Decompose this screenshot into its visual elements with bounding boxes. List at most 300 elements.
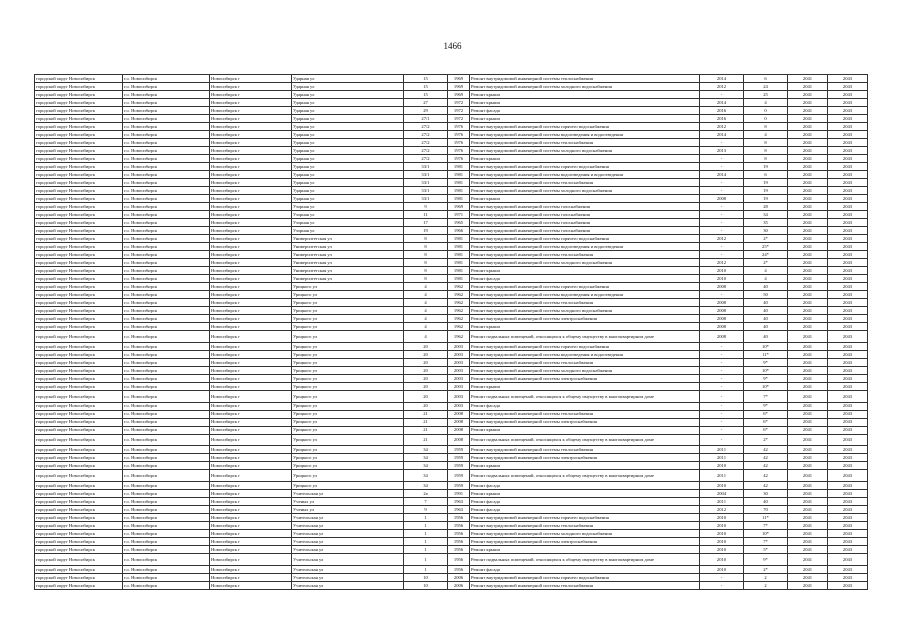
end-year-cell: 2043 — [828, 267, 868, 275]
district-cell: г.о. Новосибирск — [123, 91, 210, 99]
work-type-cell: Ремонт внутридомовой инженерной системы электроснабжения — [470, 538, 700, 546]
wear-cell: 30 — [744, 227, 788, 235]
end-year-cell: 2043 — [828, 283, 868, 291]
district-cell: г.о. Новосибирск — [123, 131, 210, 139]
street-cell: Урицкого ул — [292, 291, 404, 299]
locality-cell: Новосибирск г — [210, 410, 292, 418]
street-cell: Университетская ул — [292, 259, 404, 267]
locality-cell: Новосибирск г — [210, 99, 292, 107]
locality-cell: Новосибирск г — [210, 498, 292, 506]
municipality-cell: городской округ Новосибирск — [35, 418, 123, 426]
page-number: 1466 — [443, 41, 462, 51]
street-cell: Урицкого ул — [292, 470, 404, 482]
wear-cell: 35 — [744, 219, 788, 227]
table-row — [35, 107, 868, 115]
build-year-cell: 2003 — [448, 358, 470, 366]
locality-cell: Новосибирск г — [210, 75, 292, 83]
build-year-cell: 1959 — [448, 446, 470, 454]
house-number-cell: 1 — [404, 530, 448, 538]
municipality-cell: городской округ Новосибирск — [35, 219, 123, 227]
wear-cell: 24* — [744, 251, 788, 259]
last-repair-year-cell: - — [700, 410, 744, 418]
house-number-cell: 20 — [404, 350, 448, 358]
last-repair-year-cell: - — [700, 426, 744, 434]
district-cell: г.о. Новосибирск — [123, 418, 210, 426]
municipality-cell: городской округ Новосибирск — [35, 171, 123, 179]
build-year-cell: 1981 — [448, 243, 470, 251]
work-type-cell: Ремонт крыши — [470, 155, 700, 163]
last-repair-year-cell: 2008 — [700, 331, 744, 343]
start-year-cell: 2041 — [788, 331, 828, 343]
wear-cell: 7* — [744, 390, 788, 402]
last-repair-year-cell: - — [700, 163, 744, 171]
end-year-cell: 2043 — [828, 342, 868, 350]
locality-cell: Новосибирск г — [210, 147, 292, 155]
work-type-cell: Ремонт крыши — [470, 115, 700, 123]
start-year-cell: 2041 — [788, 75, 828, 83]
house-number-cell: 4 — [404, 331, 448, 343]
street-cell: Учительская ул — [292, 514, 404, 522]
work-type-cell: Ремонт фасада — [470, 275, 700, 283]
build-year-cell: 1981 — [448, 259, 470, 267]
street-cell: Ударная ул — [292, 131, 404, 139]
municipality-cell: городской округ Новосибирск — [35, 267, 123, 275]
locality-cell: Новосибирск г — [210, 446, 292, 454]
end-year-cell: 2043 — [828, 522, 868, 530]
build-year-cell: 2008 — [448, 426, 470, 434]
street-cell: Учительская ул — [292, 554, 404, 566]
end-year-cell: 2043 — [828, 147, 868, 155]
municipality-cell: городской округ Новосибирск — [35, 155, 123, 163]
district-cell: г.о. Новосибирск — [123, 227, 210, 235]
start-year-cell: 2041 — [788, 530, 828, 538]
build-year-cell: 1956 — [448, 530, 470, 538]
build-year-cell: 1956 — [448, 554, 470, 566]
street-cell: Ударная ул — [292, 155, 404, 163]
municipality-cell: городской округ Новосибирск — [35, 410, 123, 418]
locality-cell: Новосибирск г — [210, 382, 292, 390]
house-number-cell: 29 — [404, 107, 448, 115]
municipality-cell: городской округ Новосибирск — [35, 350, 123, 358]
work-type-cell: Ремонт фасада — [470, 506, 700, 514]
work-type-cell: Ремонт фасада — [470, 482, 700, 490]
house-number-cell: 4 — [404, 315, 448, 323]
end-year-cell: 2043 — [828, 554, 868, 566]
wear-cell: 10* — [744, 530, 788, 538]
work-type-cell: Ремонт внутридомовой инженерной системы электроснабжения — [470, 315, 700, 323]
start-year-cell: 2041 — [788, 454, 828, 462]
last-repair-year-cell: 2008 — [700, 315, 744, 323]
work-type-cell: Ремонт внутридомовой инженерной системы электроснабжения — [470, 418, 700, 426]
municipality-cell: городской округ Новосибирск — [35, 538, 123, 546]
house-number-cell: 33/1 — [404, 179, 448, 187]
locality-cell: Новосибирск г — [210, 565, 292, 573]
start-year-cell: 2041 — [788, 203, 828, 211]
locality-cell: Новосибирск г — [210, 195, 292, 203]
start-year-cell: 2041 — [788, 462, 828, 470]
last-repair-year-cell: - — [700, 366, 744, 374]
municipality-cell: городской округ Новосибирск — [35, 546, 123, 554]
start-year-cell: 2041 — [788, 283, 828, 291]
street-cell: Урицкого ул — [292, 299, 404, 307]
district-cell: г.о. Новосибирск — [123, 358, 210, 366]
start-year-cell: 2041 — [788, 402, 828, 410]
last-repair-year-cell: 2011 — [700, 454, 744, 462]
end-year-cell: 2043 — [828, 219, 868, 227]
district-cell: г.о. Новосибирск — [123, 139, 210, 147]
wear-cell: 10* — [744, 366, 788, 374]
municipality-cell: городской округ Новосибирск — [35, 315, 123, 323]
end-year-cell: 2043 — [828, 195, 868, 203]
end-year-cell: 2043 — [828, 498, 868, 506]
house-number-cell: 8 — [404, 267, 448, 275]
street-cell: Узорная ул — [292, 203, 404, 211]
house-number-cell: 15 — [404, 75, 448, 83]
wear-cell: 6 — [744, 171, 788, 179]
locality-cell: Новосибирск г — [210, 546, 292, 554]
municipality-cell: городской округ Новосибирск — [35, 323, 123, 331]
municipality-cell: городской округ Новосибирск — [35, 462, 123, 470]
street-cell: Ударная ул — [292, 75, 404, 83]
municipality-cell: городской округ Новосибирск — [35, 522, 123, 530]
house-number-cell: 8 — [404, 275, 448, 283]
table-row — [35, 382, 868, 390]
build-year-cell: 1969 — [448, 91, 470, 99]
district-cell: г.о. Новосибирск — [123, 235, 210, 243]
municipality-cell: городской округ Новосибирск — [35, 187, 123, 195]
last-repair-year-cell: 2010 — [700, 565, 744, 573]
last-repair-year-cell: 2012 — [700, 123, 744, 131]
locality-cell: Новосибирск г — [210, 179, 292, 187]
last-repair-year-cell: 2014 — [700, 75, 744, 83]
wear-cell: 9* — [744, 374, 788, 382]
table-row — [35, 267, 868, 275]
last-repair-year-cell: 2004 — [700, 490, 744, 498]
wear-cell: 25* — [744, 243, 788, 251]
build-year-cell: 2003 — [448, 382, 470, 390]
house-number-cell: 10 — [404, 573, 448, 581]
end-year-cell: 2043 — [828, 155, 868, 163]
last-repair-year-cell: 2010 — [700, 514, 744, 522]
end-year-cell: 2043 — [828, 227, 868, 235]
locality-cell: Новосибирск г — [210, 211, 292, 219]
build-year-cell: 2003 — [448, 342, 470, 350]
street-cell: Университетская ул — [292, 251, 404, 259]
house-number-cell: 34 — [404, 470, 448, 482]
end-year-cell: 2043 — [828, 235, 868, 243]
work-type-cell: Ремонт фасада — [470, 498, 700, 506]
work-type-cell: Ремонт внутридомовой инженерной системы водоотведения и водоотведения — [470, 171, 700, 179]
build-year-cell: 1972 — [448, 99, 470, 107]
start-year-cell: 2041 — [788, 251, 828, 259]
start-year-cell: 2041 — [788, 307, 828, 315]
work-type-cell: Ремонт внутридомовой инженерной системы холодного водоснабжения — [470, 83, 700, 91]
start-year-cell: 2041 — [788, 554, 828, 566]
street-cell: Урицкого ул — [292, 331, 404, 343]
street-cell: Узорная ул — [292, 227, 404, 235]
last-repair-year-cell: 2010 — [700, 554, 744, 566]
last-repair-year-cell: 2008 — [700, 323, 744, 331]
house-number-cell: 27/2 — [404, 131, 448, 139]
district-cell: г.о. Новосибирск — [123, 482, 210, 490]
municipality-cell: городской округ Новосибирск — [35, 470, 123, 482]
start-year-cell: 2041 — [788, 374, 828, 382]
last-repair-year-cell: - — [700, 187, 744, 195]
end-year-cell: 2043 — [828, 470, 868, 482]
locality-cell: Новосибирск г — [210, 506, 292, 514]
build-year-cell: 1981 — [448, 267, 470, 275]
municipality-cell: городской округ Новосибирск — [35, 342, 123, 350]
district-cell: г.о. Новосибирск — [123, 366, 210, 374]
street-cell: Университетская ул — [292, 235, 404, 243]
municipality-cell: городской округ Новосибирск — [35, 163, 123, 171]
street-cell: Ученых ул — [292, 498, 404, 506]
table-row — [35, 565, 868, 573]
wear-cell: 2 — [744, 573, 788, 581]
end-year-cell: 2043 — [828, 382, 868, 390]
house-number-cell: 20 — [404, 358, 448, 366]
municipality-cell: городской округ Новосибирск — [35, 275, 123, 283]
district-cell: г.о. Новосибирск — [123, 462, 210, 470]
district-cell: г.о. Новосибирск — [123, 350, 210, 358]
build-year-cell: 1962 — [448, 315, 470, 323]
municipality-cell: городской округ Новосибирск — [35, 195, 123, 203]
street-cell: Учительская ул — [292, 522, 404, 530]
district-cell: г.о. Новосибирск — [123, 554, 210, 566]
wear-cell: 42 — [744, 462, 788, 470]
work-type-cell: Ремонт внутридомовой инженерной системы газоснабжения — [470, 203, 700, 211]
district-cell: г.о. Новосибирск — [123, 259, 210, 267]
wear-cell: 7* — [744, 522, 788, 530]
street-cell: Учительская ул — [292, 573, 404, 581]
locality-cell: Новосибирск г — [210, 203, 292, 211]
end-year-cell: 2043 — [828, 83, 868, 91]
district-cell: г.о. Новосибирск — [123, 506, 210, 514]
end-year-cell: 2043 — [828, 366, 868, 374]
street-cell: Урицкого ул — [292, 402, 404, 410]
wear-cell: 2* — [744, 235, 788, 243]
work-type-cell: Ремонт внутридомовой инженерной системы горячего водоснабжения — [470, 283, 700, 291]
build-year-cell: 1972 — [448, 115, 470, 123]
work-type-cell: Ремонт внутридомовой инженерной системы теплоснабжения — [470, 581, 700, 589]
street-cell: Урицкого ул — [292, 462, 404, 470]
table-row — [35, 251, 868, 259]
build-year-cell: 1976 — [448, 147, 470, 155]
municipality-cell: городской округ Новосибирск — [35, 259, 123, 267]
house-number-cell: 1 — [404, 565, 448, 573]
table-row — [35, 75, 868, 83]
municipality-cell: городской округ Новосибирск — [35, 283, 123, 291]
last-repair-year-cell: - — [700, 573, 744, 581]
start-year-cell: 2041 — [788, 490, 828, 498]
end-year-cell: 2043 — [828, 506, 868, 514]
table-row — [35, 99, 868, 107]
table-row — [35, 506, 868, 514]
table-row — [35, 163, 868, 171]
work-type-cell: Ремонт крыши — [470, 426, 700, 434]
work-type-cell: Ремонт внутридомовой инженерной системы горячего водоснабжения — [470, 235, 700, 243]
table-row — [35, 291, 868, 299]
locality-cell: Новосибирск г — [210, 291, 292, 299]
start-year-cell: 2041 — [788, 366, 828, 374]
house-number-cell: 10 — [404, 581, 448, 589]
street-cell: Урицкого ул — [292, 342, 404, 350]
end-year-cell: 2043 — [828, 99, 868, 107]
district-cell: г.о. Новосибирск — [123, 434, 210, 446]
district-cell: г.о. Новосибирск — [123, 331, 210, 343]
work-type-cell: Ремонт крыши — [470, 195, 700, 203]
municipality-cell: городской округ Новосибирск — [35, 581, 123, 589]
municipality-cell: городской округ Новосибирск — [35, 426, 123, 434]
street-cell: Ударная ул — [292, 83, 404, 91]
table-row — [35, 91, 868, 99]
last-repair-year-cell: 2008 — [700, 195, 744, 203]
build-year-cell: 2008 — [448, 418, 470, 426]
start-year-cell: 2041 — [788, 259, 828, 267]
district-cell: г.о. Новосибирск — [123, 203, 210, 211]
locality-cell: Новосибирск г — [210, 358, 292, 366]
street-cell: Ударная ул — [292, 179, 404, 187]
build-year-cell: 2006 — [448, 573, 470, 581]
district-cell: г.о. Новосибирск — [123, 83, 210, 91]
locality-cell: Новосибирск г — [210, 538, 292, 546]
locality-cell: Новосибирск г — [210, 366, 292, 374]
street-cell: Университетская ул — [292, 267, 404, 275]
end-year-cell: 2043 — [828, 446, 868, 454]
house-number-cell: 2а — [404, 490, 448, 498]
work-type-cell: Ремонт внутридомовой инженерной системы теплоснабжения — [470, 522, 700, 530]
locality-cell: Новосибирск г — [210, 267, 292, 275]
work-type-cell: Ремонт крыши — [470, 91, 700, 99]
start-year-cell: 2041 — [788, 323, 828, 331]
last-repair-year-cell: - — [700, 374, 744, 382]
house-number-cell: 27/2 — [404, 123, 448, 131]
end-year-cell: 2043 — [828, 291, 868, 299]
street-cell: Ударная ул — [292, 139, 404, 147]
end-year-cell: 2043 — [828, 374, 868, 382]
house-number-cell: 20 — [404, 390, 448, 402]
wear-cell: 40 — [744, 283, 788, 291]
table-row — [35, 554, 868, 566]
end-year-cell: 2043 — [828, 530, 868, 538]
start-year-cell: 2041 — [788, 179, 828, 187]
wear-cell: 4 — [744, 99, 788, 107]
locality-cell: Новосибирск г — [210, 131, 292, 139]
table-row — [35, 538, 868, 546]
table-row — [35, 187, 868, 195]
district-cell: г.о. Новосибирск — [123, 75, 210, 83]
wear-cell: 50 — [744, 291, 788, 299]
municipality-cell: городской округ Новосибирск — [35, 91, 123, 99]
table-row — [35, 179, 868, 187]
last-repair-year-cell: 2011 — [700, 446, 744, 454]
start-year-cell: 2041 — [788, 267, 828, 275]
municipality-cell: городской округ Новосибирск — [35, 446, 123, 454]
street-cell: Урицкого ул — [292, 374, 404, 382]
wear-cell: 11* — [744, 350, 788, 358]
work-type-cell: Ремонт подвальных помещений, относящихся к общему имуществу в многоквартирном доме — [470, 470, 700, 482]
work-type-cell: Ремонт внутридомовой инженерной системы горячего водоснабжения — [470, 514, 700, 522]
district-cell: г.о. Новосибирск — [123, 323, 210, 331]
build-year-cell: 1963 — [448, 506, 470, 514]
end-year-cell: 2043 — [828, 315, 868, 323]
street-cell: Урицкого ул — [292, 307, 404, 315]
table-row — [35, 390, 868, 402]
house-number-cell: 7 — [404, 498, 448, 506]
locality-cell: Новосибирск г — [210, 83, 292, 91]
table-row — [35, 243, 868, 251]
municipality-cell: городской округ Новосибирск — [35, 374, 123, 382]
wear-cell: 40 — [744, 315, 788, 323]
start-year-cell: 2041 — [788, 187, 828, 195]
last-repair-year-cell: - — [700, 402, 744, 410]
wear-cell: 0 — [744, 107, 788, 115]
locality-cell: Новосибирск г — [210, 219, 292, 227]
start-year-cell: 2041 — [788, 522, 828, 530]
build-year-cell: 1965 — [448, 219, 470, 227]
locality-cell: Новосибирск г — [210, 227, 292, 235]
start-year-cell: 2041 — [788, 342, 828, 350]
last-repair-year-cell: 2013 — [700, 147, 744, 155]
build-year-cell: 1971 — [448, 211, 470, 219]
house-number-cell: 8 — [404, 243, 448, 251]
build-year-cell: 1962 — [448, 283, 470, 291]
table-row — [35, 131, 868, 139]
locality-cell: Новосибирск г — [210, 554, 292, 566]
build-year-cell: 2008 — [448, 434, 470, 446]
start-year-cell: 2041 — [788, 131, 828, 139]
start-year-cell: 2041 — [788, 315, 828, 323]
locality-cell: Новосибирск г — [210, 259, 292, 267]
municipality-cell: городской округ Новосибирск — [35, 490, 123, 498]
municipality-cell: городской округ Новосибирск — [35, 573, 123, 581]
start-year-cell: 2041 — [788, 573, 828, 581]
street-cell: Ударная ул — [292, 163, 404, 171]
district-cell: г.о. Новосибирск — [123, 514, 210, 522]
locality-cell: Новосибирск г — [210, 390, 292, 402]
municipality-cell: городской округ Новосибирск — [35, 514, 123, 522]
work-type-cell: Ремонт внутридомовой инженерной системы теплоснабжения — [470, 75, 700, 83]
end-year-cell: 2043 — [828, 107, 868, 115]
wear-cell: 8 — [744, 123, 788, 131]
district-cell: г.о. Новосибирск — [123, 275, 210, 283]
work-type-cell: Ремонт внутридомовой инженерной системы водоотведения и водоотведения — [470, 243, 700, 251]
house-number-cell: 27/2 — [404, 139, 448, 147]
municipality-cell: городской округ Новосибирск — [35, 390, 123, 402]
last-repair-year-cell: 2010 — [700, 275, 744, 283]
table-row — [35, 418, 868, 426]
district-cell: г.о. Новосибирск — [123, 426, 210, 434]
start-year-cell: 2041 — [788, 227, 828, 235]
build-year-cell: 1966 — [448, 227, 470, 235]
municipality-cell: городской округ Новосибирск — [35, 454, 123, 462]
last-repair-year-cell: 2008 — [700, 299, 744, 307]
work-type-cell: Ремонт внутридомовой инженерной системы горячего водоснабжения — [470, 163, 700, 171]
last-repair-year-cell: - — [700, 203, 744, 211]
municipality-cell: городской округ Новосибирск — [35, 291, 123, 299]
build-year-cell: 1962 — [448, 291, 470, 299]
last-repair-year-cell: - — [700, 291, 744, 299]
start-year-cell: 2041 — [788, 91, 828, 99]
locality-cell: Новосибирск г — [210, 115, 292, 123]
wear-cell: 42 — [744, 470, 788, 482]
start-year-cell: 2041 — [788, 546, 828, 554]
municipality-cell: городской округ Новосибирск — [35, 434, 123, 446]
build-year-cell: 1956 — [448, 546, 470, 554]
work-type-cell: Ремонт внутридомовой инженерной системы газоснабжения — [470, 227, 700, 235]
start-year-cell: 2041 — [788, 275, 828, 283]
start-year-cell: 2041 — [788, 514, 828, 522]
